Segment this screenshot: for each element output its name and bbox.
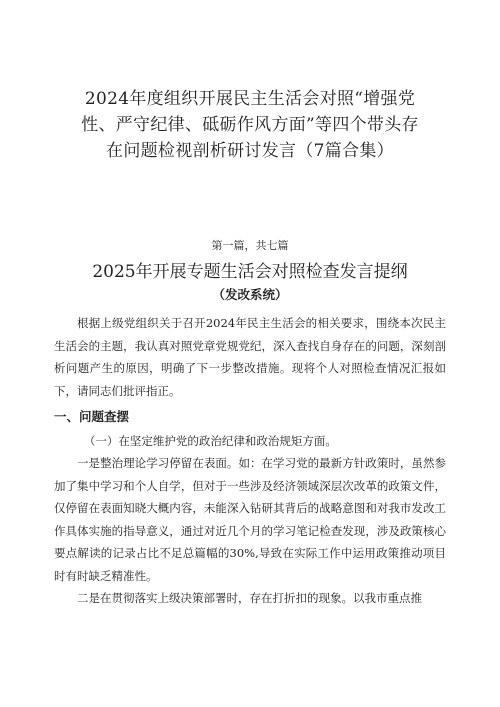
- body-paragraph-1: 一是整治理论学习停留在表面。如：在学习党的最新方针政策时，虽然参加了集中学习和个人自学，但对于一些涉及经济领域深层次改革的政策文件，仅停留在表面知晓大概内容，未能深入钻研其背后的战略意图和对我市发改工作具体实施的指导意义，通过对近几个月的学习笔记检查发现，涉及政策核心要点解读的记录占比不足总篇幅的30%,导致在实际工作中运用政策推动项目时有时缺乏精准性。: [54, 456, 446, 583]
- body-paragraph-2: 二是在贯彻落实上级决策部署时，存在打折扣的现象。以我市重点推: [77, 591, 422, 605]
- section-heading: 一、问题查摆: [54, 409, 130, 424]
- document-title-line-3: 在问题检视剖析研讨发言（7篇合集）: [106, 141, 394, 161]
- part-label: 第一篇，共七篇: [211, 239, 289, 252]
- subsection-heading: （一）在坚定维护党的政治纪律和政治规矩方面。: [83, 434, 337, 448]
- sub-title: 2025年开展专题生活会对照检查发言提纲: [92, 262, 408, 282]
- document-title-line-1: 2024年度组织开展民主生活会对照“增强党: [84, 89, 416, 109]
- document-title: [54, 86, 446, 164]
- intro-paragraph: 根据上级党组织关于召开2024年民主生活会的相关要求，围绕本次民主生活会的主题，我认真对照党章党规党纪，深入查找自身存在的问题，深刻剖析问题产生的原因，明确了下一步整改措施。现将个人对照检查情况汇报如下，请同志们批评指正。: [54, 316, 446, 398]
- document-title-line-2: 性、严守纪律、砥砺作风方面”等四个带头存: [81, 115, 419, 135]
- sub-title-department: （发改系统）: [212, 287, 288, 302]
- spacer: [54, 164, 446, 238]
